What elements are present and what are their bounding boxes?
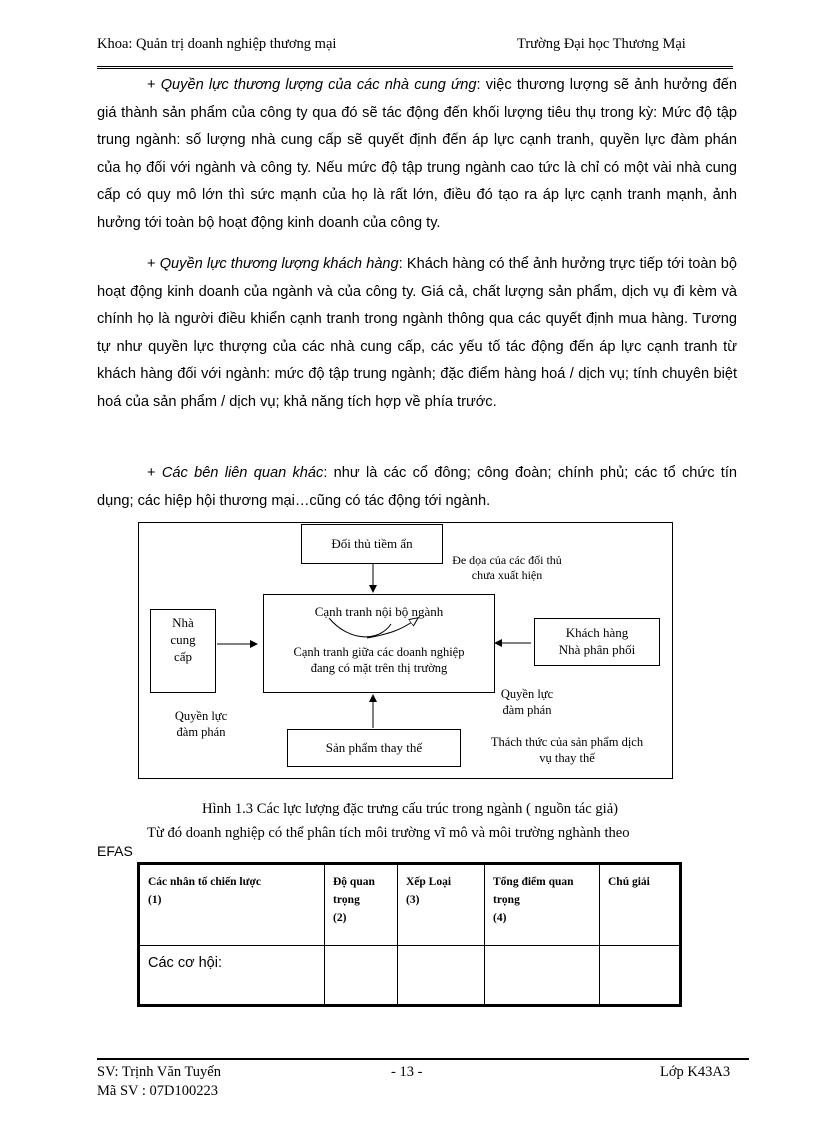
table-header-cell: Chú giải bbox=[600, 864, 681, 946]
footer-student: SV: Trịnh Văn Tuyến bbox=[97, 1064, 221, 1080]
internal-rivalry-title: Cạnh tranh nội bộ ngành bbox=[314, 604, 444, 619]
table-header-cell: Các nhân tố chiến lược (1) bbox=[139, 864, 325, 946]
threat-substitutes-label: Thách thức của sản phẩm dịch vụ thay thế bbox=[490, 735, 644, 765]
table-row bbox=[139, 946, 681, 1006]
header-university: Trường Đại học Thương Mại bbox=[517, 36, 686, 52]
paragraph-supplier-power: + Quyền lực thương lượng của các nhà cung ứng: việc thương lượng sẽ ảnh hưởng đến giá thành sản phẩm của công ty qua đó sẽ tác động đến khối lượng tiêu thụ trong kỳ: Mức độ tập trung ngành: số lượng nhà cung cấp sẽ quyết định đến áp lực cạnh tranh, quyền lực đàm phán của họ đối với ngành và công ty. Nếu mức độ tập trung ngành cao tức là chỉ có một vài nhà cung cấp có quy mô lớn thì sức mạnh của họ là rất lớn, điều đó tạo ra áp lực cạnh tranh mạnh, ảnh hưởng tới toàn bộ hoạt động kinh doanh của công ty. bbox=[97, 77, 737, 231]
table-header-cell: Tổng điểm quan trọng (4) bbox=[485, 864, 600, 946]
internal-rivalry-box bbox=[263, 594, 495, 693]
table-cell bbox=[485, 946, 600, 1006]
header-rule bbox=[97, 66, 733, 67]
efas-intro-line1: Từ đó doanh nghiệp có thể phân tích môi trường vĩ mô và môi trường nghành theo bbox=[147, 825, 630, 841]
header-faculty: Khoa: Quản trị doanh nghiệp thương mại bbox=[97, 36, 337, 52]
supplier-box: Nhà cung cấp bbox=[150, 609, 216, 693]
paragraph-title: Các bên liên quan khác bbox=[161, 465, 324, 481]
paragraph-buyer-power: + Quyền lực thương lượng khách hàng: Khách hàng có thể ảnh hưởng trực tiếp tới toàn bộ hoạt động kinh doanh của ngành và của công ty. Giá cả, chất lượng sản phẩm, dịch vụ đi kèm và chính họ là người điều khiển cạnh tranh trong ngành thông qua các quyết định mua hàng. Tương tự như quyền lực thượng của các nhà cung cấp, các yếu tố tác động đến áp lực cạnh tranh từ khách hàng đối với ngành: mức độ tập trung ngành; đặc điểm hàng hoá / dịch vụ; tính chuyên biệt hoá của sản phẩm / dịch vụ; khả năng tích hợp về phía trước. bbox=[97, 256, 737, 410]
footer-page-number: - 13 - bbox=[391, 1064, 423, 1080]
buyer-power-label: Quyền lực đàm phán bbox=[500, 687, 554, 717]
five-forces-diagram bbox=[138, 522, 673, 779]
table-cell: Các cơ hội: bbox=[139, 946, 325, 1006]
table-cell bbox=[325, 946, 398, 1006]
efas-table bbox=[137, 862, 682, 1007]
threat-new-entrants-label: Đe dọa của các đối thủ chưa xuất hiện bbox=[452, 553, 562, 582]
internal-rivalry-desc: Cạnh tranh giữa các doanh nghiệp đang có mặt trên thị trường bbox=[293, 645, 465, 675]
footer-rule bbox=[97, 1058, 749, 1060]
table-cell bbox=[398, 946, 485, 1006]
efas-intro-line2: EFAS bbox=[97, 843, 133, 859]
header-rule-2 bbox=[97, 68, 733, 69]
table-header-cell: Xếp Loại (3) bbox=[398, 864, 485, 946]
paragraph-title: Quyền lực thương lượng khách hàng bbox=[159, 256, 399, 272]
substitutes-box: Sản phẩm thay thế bbox=[287, 729, 461, 767]
customer-box: Khách hàng Nhà phân phối bbox=[534, 618, 660, 666]
figure-caption: Hình 1.3 Các lực lượng đặc trưng cấu trúc trong ngành ( nguồn tác giả) bbox=[202, 801, 619, 817]
footer-class: Lớp K43A3 bbox=[660, 1064, 731, 1080]
potential-competitors-box: Đối thủ tiềm ẩn bbox=[301, 524, 443, 564]
supplier-power-label: Quyền lực đàm phán bbox=[174, 709, 228, 739]
paragraph-title: Quyền lực thương lượng của các nhà cung ứng bbox=[160, 77, 477, 93]
paragraph-other-stakeholders: + Các bên liên quan khác: như là các cổ đông; công đoàn; chính phủ; các tổ chức tín dụng; các hiệp hội thương mại…cũng có tác động tới ngành. bbox=[97, 465, 738, 509]
table-header-row bbox=[139, 864, 681, 946]
table-header-cell: Độ quan trọng (2) bbox=[325, 864, 398, 946]
footer-student-id: Mã SV : 07D100223 bbox=[97, 1083, 218, 1099]
table-cell bbox=[600, 946, 681, 1006]
